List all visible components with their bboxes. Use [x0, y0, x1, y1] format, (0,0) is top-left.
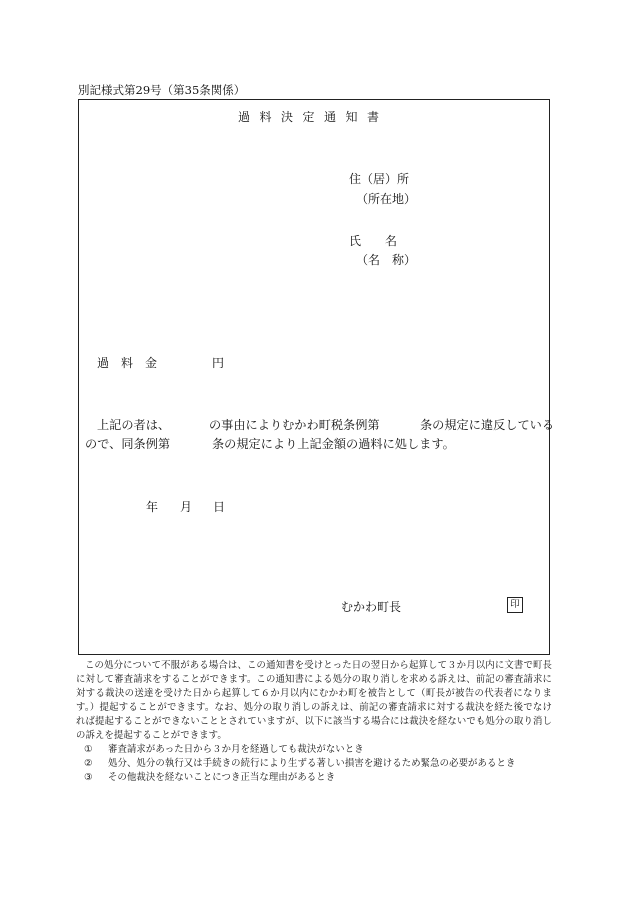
- notice-frame: [78, 99, 550, 655]
- form-number: 別記様式第29号（第35条関係）: [78, 83, 246, 97]
- seal-mark: 印: [507, 597, 523, 613]
- notes-item-1: ① 審査請求があった日から３か月を経過しても裁決がないとき: [84, 744, 364, 755]
- body-line1-part2: の事由によりむかわ町税条例第: [209, 418, 380, 432]
- body-line1-part3: 条の規定に違反している: [420, 418, 555, 432]
- fine-label: 過 料 金: [97, 356, 158, 370]
- issuer-name: むかわ町長: [341, 600, 402, 614]
- document-title: 過料決定通知書: [238, 110, 389, 124]
- body-line1-part1: 上記の者は、: [97, 418, 171, 432]
- date-day: 日: [213, 500, 226, 514]
- notes-paragraph: この処分について不服がある場合は、この通知書を受けとった日の翌日から起算して３か月以内に文書で町長に対して審査請求をすることができます。この通知書による処分の取り消しを求める訴えは、前記の審査請求に対する裁決の送達を受けた日から起算して６か月以内にむかわ町を被告として（町長が被告の代表者になります。）提起することができます。なお、処分の取り消しの訴えは、前記の審査請求に対する裁決を経た後でなければ提起することができないこととされていますが、以下に該当する場合には裁決を経ないでも処分の取り消しの訴えを提起することができます。: [76, 660, 552, 741]
- name-sub-label: （名 称）: [356, 253, 417, 267]
- address-label: 住（居）所: [349, 172, 410, 186]
- body-line2-part2: 条の規定により上記金額の過料に処します。: [212, 437, 455, 451]
- notes-section: [76, 659, 552, 785]
- address-sub-label: （所在地）: [356, 192, 417, 206]
- date-month: 月: [180, 500, 193, 514]
- date-year: 年: [146, 500, 159, 514]
- body-line2-part1: ので、同条例第: [85, 437, 171, 451]
- notes-item-3: ③ その他裁決を経ないことにつき正当な理由があるとき: [84, 772, 336, 783]
- name-label: 氏 名: [349, 234, 398, 248]
- fine-unit: 円: [212, 356, 225, 370]
- notes-item-2: ② 処分、処分の執行又は手続きの続行により生ずる著しい損害を避けるため緊急の必要があるとき: [84, 758, 516, 769]
